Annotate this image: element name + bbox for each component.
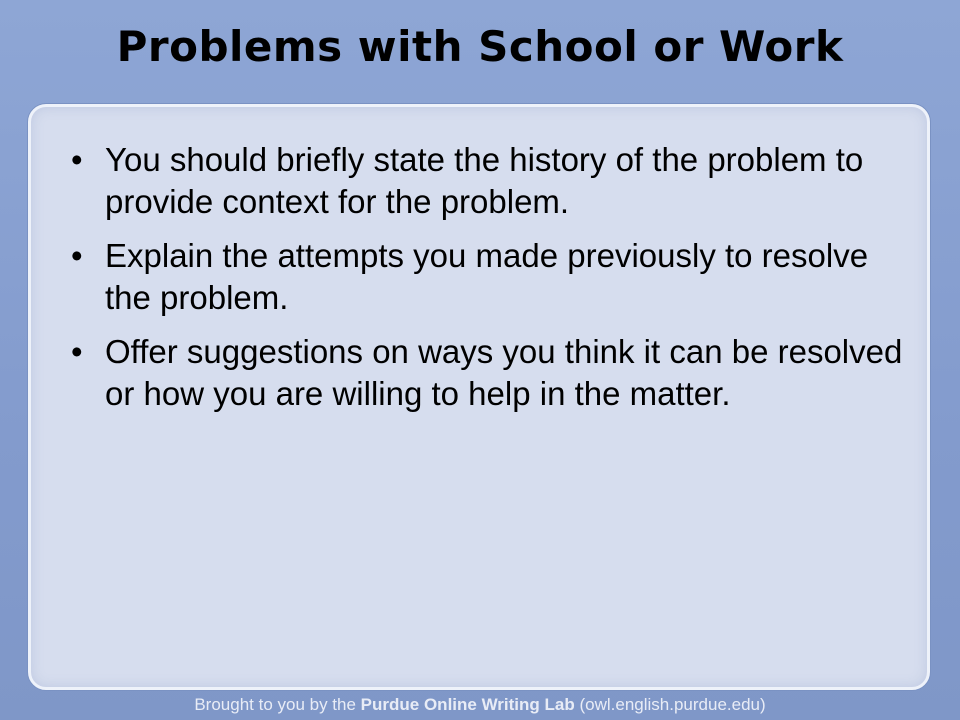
- content-panel: [28, 104, 930, 690]
- bullet-list: [61, 139, 911, 427]
- bullet-text: You should briefly state the history of the problem to provide context for the problem.: [105, 141, 864, 220]
- bullet-icon: •: [71, 141, 83, 178]
- footer-credit: [0, 690, 960, 720]
- footer-prefix: Brought to you by the: [194, 695, 361, 714]
- bullet-item: [61, 139, 911, 223]
- bullet-text: Explain the attempts you made previously to resolve the problem.: [105, 237, 869, 316]
- bullet-icon: •: [71, 237, 83, 274]
- bullet-item: [61, 235, 911, 319]
- bullet-item: [61, 331, 911, 415]
- bullet-text: Offer suggestions on ways you think it can be resolved or how you are willing to help in the matter.: [105, 333, 903, 412]
- footer-suffix: (owl.english.purdue.edu): [574, 695, 766, 714]
- bullet-icon: •: [71, 333, 83, 370]
- slide-title: Problems with School or Work: [116, 22, 844, 71]
- footer-brand: Purdue Online Writing Lab: [360, 695, 575, 714]
